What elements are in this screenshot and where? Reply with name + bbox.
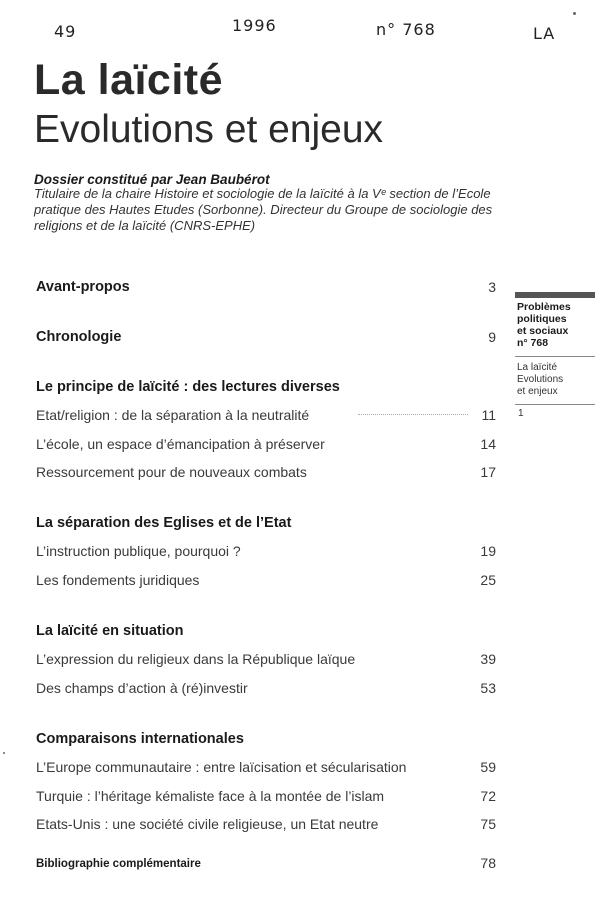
scan-speck	[573, 12, 576, 15]
sidebar-subtitle-line: La laïcité	[517, 362, 558, 373]
toc-section-title: Le principe de laïcité : des lectures diverses	[36, 379, 340, 395]
sidebar-bar	[515, 292, 595, 298]
toc-entry-page: 17	[480, 464, 496, 480]
toc-entry-page: 75	[480, 816, 496, 832]
sidebar-series-title	[517, 301, 571, 349]
toc-entry-chronologie[interactable]	[36, 329, 496, 349]
sidebar-subtitle	[517, 362, 563, 398]
sidebar-series-line: Problèmes	[517, 301, 571, 313]
toc-entry-label: Bibliographie complémentaire	[36, 858, 201, 870]
toc-entry-page: 72	[480, 788, 496, 804]
handwritten-initials: LA	[533, 24, 556, 43]
toc-entry-label: L’école, un espace d’émancipation à préserver	[36, 436, 325, 452]
toc-entry-page: 39	[480, 651, 496, 667]
toc-entry-page: 14	[480, 436, 496, 452]
toc-entry-label: L’expression du religieux dans la République laïque	[36, 651, 356, 667]
sidebar-page-number: 1	[518, 408, 524, 419]
toc-entry-label: Chronologie	[36, 329, 122, 345]
toc-entry-bibliographie[interactable]	[36, 855, 496, 875]
toc-entry[interactable]	[36, 436, 496, 456]
toc-entry-label: Ressourcement pour de nouveaux combats	[36, 464, 307, 480]
toc-entry-label: Turquie : l’héritage kémaliste face à la montée de l’islam	[36, 788, 385, 804]
toc-entry-label: Des champs d’action à (ré)investir	[36, 680, 248, 696]
toc-entry-label: L’Europe communautaire : entre laïcisation et sécularisation	[36, 759, 407, 775]
toc-entry-page: 9	[488, 329, 496, 345]
toc-entry-page: 78	[480, 855, 496, 871]
toc-entry-label: Etat/religion : de la séparation à la neutralité	[36, 407, 310, 423]
toc-entry[interactable]	[36, 572, 496, 592]
toc-entry[interactable]	[36, 759, 496, 779]
page-title: La laïcité	[34, 56, 224, 104]
toc-entry-label: L’instruction publique, pourquoi ?	[36, 543, 241, 559]
toc-entry-label: Les fondements juridiques	[36, 572, 200, 588]
handwritten-number-left: 49	[54, 22, 77, 41]
sidebar-divider	[515, 356, 595, 357]
toc-entry[interactable]	[36, 543, 496, 563]
sidebar-series-line: n° 768	[517, 337, 549, 349]
toc-entry[interactable]	[36, 407, 496, 427]
toc-entry[interactable]	[36, 651, 496, 671]
toc-entry-avant-propos[interactable]	[36, 279, 496, 299]
scan-mark	[358, 414, 468, 415]
toc-entry[interactable]	[36, 816, 496, 836]
toc-section-title: Comparaisons internationales	[36, 731, 244, 747]
toc-entry-page: 11	[481, 407, 496, 423]
toc-section-title: La séparation des Eglises et de l’Etat	[36, 515, 292, 531]
toc-entry[interactable]	[36, 788, 496, 808]
scan-speck	[3, 752, 5, 754]
toc-section-title: La laïcité en situation	[36, 623, 184, 639]
toc-entry[interactable]	[36, 464, 496, 484]
toc-entry-page: 19	[480, 543, 496, 559]
toc-entry-label: Avant-propos	[36, 279, 130, 295]
toc-entry-label: Etats-Unis : une société civile religieuse, un Etat neutre	[36, 816, 379, 832]
sidebar-divider	[515, 404, 595, 405]
handwritten-year: 1996	[232, 16, 277, 35]
toc-entry[interactable]	[36, 680, 496, 700]
author-description: Titulaire de la chaire Histoire et sociologie de la laïcité à la Vᵉ section de l’Ecole pratique des Hautes Etudes (Sorbonne). Directeur du Groupe de sociologie des religions et de la laïcité (CNRS-EPHE)	[34, 186, 493, 233]
page-subtitle: Evolutions et enjeux	[34, 108, 384, 151]
sidebar-subtitle-line: Evolutions	[517, 374, 564, 385]
sidebar-series-line: politiques	[517, 313, 567, 325]
sidebar-series-line: et sociaux	[517, 325, 569, 337]
toc-entry-page: 3	[488, 279, 496, 295]
handwritten-issue-number: n° 768	[376, 20, 436, 39]
toc-entry-page: 59	[480, 759, 496, 775]
toc-entry-page: 25	[480, 572, 496, 588]
sidebar-subtitle-line: et enjeux	[517, 386, 558, 397]
author-line: Dossier constitué par Jean Baubérot	[34, 172, 270, 187]
toc-entry-page: 53	[480, 680, 496, 696]
